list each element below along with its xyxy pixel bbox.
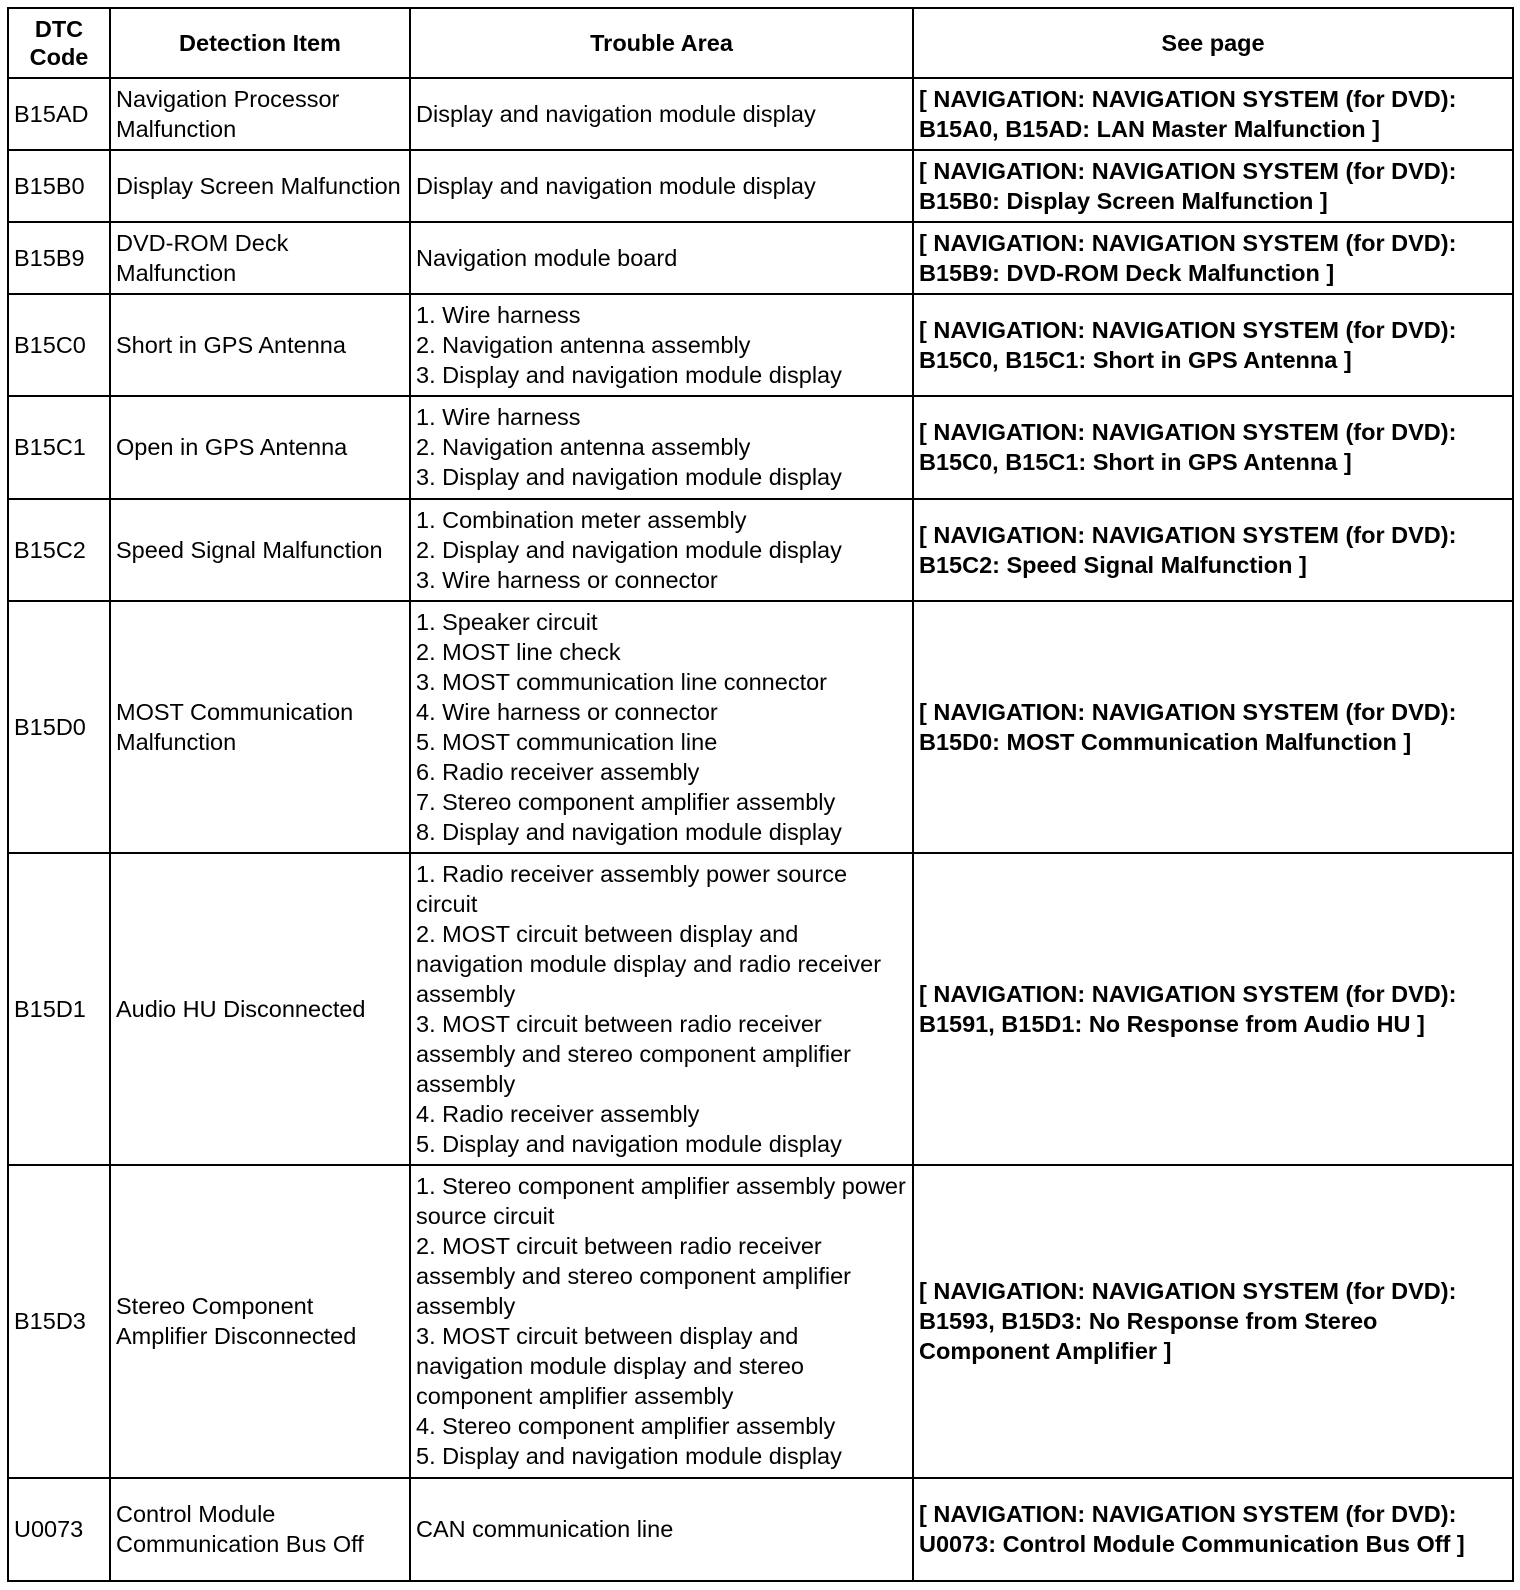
trouble-area-line: 4. Radio receiver assembly <box>416 1101 700 1128</box>
dtc-code-cell: B15C2 <box>8 499 110 601</box>
trouble-area-line: 5. Display and navigation module display <box>416 1443 842 1470</box>
table-row <box>8 853 1513 1165</box>
trouble-area-line: 2. Navigation antenna assembly <box>416 332 751 359</box>
trouble-area-line: Display and navigation module display <box>416 172 816 199</box>
dtc-code-cell: B15C1 <box>8 396 110 498</box>
trouble-area-line: 3. MOST communication line connector <box>416 669 827 696</box>
trouble-area-line: 1. Speaker circuit <box>416 609 598 636</box>
header-dtc-code-line1: DTC <box>34 16 84 42</box>
trouble-area-line: 3. MOST circuit between display and navigation module display and stereo component amplifier assembly <box>416 1323 805 1410</box>
table-row <box>8 222 1513 294</box>
trouble-area-line: 3. Display and navigation module display <box>416 362 842 389</box>
see-page-link[interactable]: [ NAVIGATION: NAVIGATION SYSTEM (for DVD): B15D0: MOST Communication Malfunction ] <box>913 601 1513 853</box>
detection-item-cell: Open in GPS Antenna <box>110 396 410 498</box>
header-see-page: See page <box>913 8 1513 78</box>
trouble-area-cell <box>410 222 913 294</box>
trouble-area-cell <box>410 294 913 396</box>
detection-item-cell: Speed Signal Malfunction <box>110 499 410 601</box>
header-trouble-area: Trouble Area <box>410 8 913 78</box>
dtc-code-cell: U0073 <box>8 1478 110 1581</box>
trouble-area-line: 1. Wire harness <box>416 404 581 431</box>
header-dtc-code <box>8 8 110 78</box>
see-page-link[interactable]: [ NAVIGATION: NAVIGATION SYSTEM (for DVD): B15C0, B15C1: Short in GPS Antenna ] <box>913 294 1513 396</box>
trouble-area-line: 4. Stereo component amplifier assembly <box>416 1413 836 1440</box>
see-page-link[interactable]: [ NAVIGATION: NAVIGATION SYSTEM (for DVD): B15A0, B15AD: LAN Master Malfunction ] <box>913 78 1513 150</box>
table-row <box>8 78 1513 150</box>
trouble-area-line: 5. Display and navigation module display <box>416 1131 842 1158</box>
dtc-table <box>7 7 1514 1582</box>
table-body <box>8 78 1513 1581</box>
trouble-area-line: 6. Radio receiver assembly <box>416 759 700 786</box>
see-page-link[interactable]: [ NAVIGATION: NAVIGATION SYSTEM (for DVD): U0073: Control Module Communication Bus Off ] <box>913 1478 1513 1581</box>
header-dtc-code-line2: Code <box>29 44 89 70</box>
table-row <box>8 499 1513 601</box>
table-row <box>8 150 1513 222</box>
trouble-area-line: 2. MOST line check <box>416 639 621 666</box>
trouble-area-line: 4. Wire harness or connector <box>416 699 718 726</box>
dtc-code-cell: B15D3 <box>8 1165 110 1477</box>
detection-item-cell: Stereo Component Amplifier Disconnected <box>110 1165 410 1477</box>
trouble-area-cell <box>410 853 913 1165</box>
dtc-code-cell: B15AD <box>8 78 110 150</box>
table-row <box>8 601 1513 853</box>
trouble-area-cell <box>410 601 913 853</box>
table-row <box>8 1478 1513 1581</box>
trouble-area-line: 1. Combination meter assembly <box>416 506 747 533</box>
trouble-area-cell <box>410 1478 913 1581</box>
trouble-area-cell <box>410 396 913 498</box>
trouble-area-cell <box>410 150 913 222</box>
table-row <box>8 1165 1513 1477</box>
see-page-link[interactable]: [ NAVIGATION: NAVIGATION SYSTEM (for DVD): B15C0, B15C1: Short in GPS Antenna ] <box>913 396 1513 498</box>
see-page-link[interactable]: [ NAVIGATION: NAVIGATION SYSTEM (for DVD): B1591, B15D1: No Response from Audio HU ] <box>913 853 1513 1165</box>
detection-item-cell: Control Module Communication Bus Off <box>110 1478 410 1581</box>
see-page-link[interactable]: [ NAVIGATION: NAVIGATION SYSTEM (for DVD): B1593, B15D3: No Response from Stereo Component Amplifier ] <box>913 1165 1513 1477</box>
see-page-link[interactable]: [ NAVIGATION: NAVIGATION SYSTEM (for DVD): B15B9: DVD-ROM Deck Malfunction ] <box>913 222 1513 294</box>
trouble-area-line: 2. Navigation antenna assembly <box>416 434 751 461</box>
trouble-area-line: 1. Stereo component amplifier assembly power source circuit <box>416 1173 906 1230</box>
trouble-area-line: 2. MOST circuit between radio receiver assembly and stereo component amplifier assembly <box>416 1233 851 1320</box>
trouble-area-line: 2. Display and navigation module display <box>416 536 842 563</box>
table-row <box>8 294 1513 396</box>
trouble-area-line: 5. MOST communication line <box>416 729 718 756</box>
dtc-code-cell: B15D1 <box>8 853 110 1165</box>
dtc-code-cell: B15B9 <box>8 222 110 294</box>
detection-item-cell: Audio HU Disconnected <box>110 853 410 1165</box>
detection-item-cell: MOST Communication Malfunction <box>110 601 410 853</box>
trouble-area-cell <box>410 1165 913 1477</box>
header-row <box>8 8 1513 78</box>
trouble-area-line: 3. MOST circuit between radio receiver assembly and stereo component amplifier assembly <box>416 1011 851 1098</box>
see-page-link[interactable]: [ NAVIGATION: NAVIGATION SYSTEM (for DVD): B15C2: Speed Signal Malfunction ] <box>913 499 1513 601</box>
trouble-area-line: 8. Display and navigation module display <box>416 819 842 846</box>
header-detection-item: Detection Item <box>110 8 410 78</box>
dtc-code-cell: B15C0 <box>8 294 110 396</box>
trouble-area-line: 3. Wire harness or connector <box>416 566 718 593</box>
dtc-code-cell: B15D0 <box>8 601 110 853</box>
detection-item-cell: Navigation Processor Malfunction <box>110 78 410 150</box>
trouble-area-line: 3. Display and navigation module display <box>416 464 842 491</box>
dtc-code-cell: B15B0 <box>8 150 110 222</box>
see-page-link[interactable]: [ NAVIGATION: NAVIGATION SYSTEM (for DVD): B15B0: Display Screen Malfunction ] <box>913 150 1513 222</box>
trouble-area-line: 2. MOST circuit between display and navigation module display and radio receiver assembly <box>416 921 882 1008</box>
detection-item-cell: Short in GPS Antenna <box>110 294 410 396</box>
trouble-area-line: 1. Radio receiver assembly power source circuit <box>416 861 848 918</box>
trouble-area-line: CAN communication line <box>416 1516 674 1543</box>
detection-item-cell: Display Screen Malfunction <box>110 150 410 222</box>
trouble-area-line: 7. Stereo component amplifier assembly <box>416 789 836 816</box>
trouble-area-cell <box>410 499 913 601</box>
table-row <box>8 396 1513 498</box>
trouble-area-line: Display and navigation module display <box>416 100 816 127</box>
trouble-area-cell <box>410 78 913 150</box>
trouble-area-line: 1. Wire harness <box>416 302 581 329</box>
detection-item-cell: DVD-ROM Deck Malfunction <box>110 222 410 294</box>
trouble-area-line: Navigation module board <box>416 244 678 271</box>
